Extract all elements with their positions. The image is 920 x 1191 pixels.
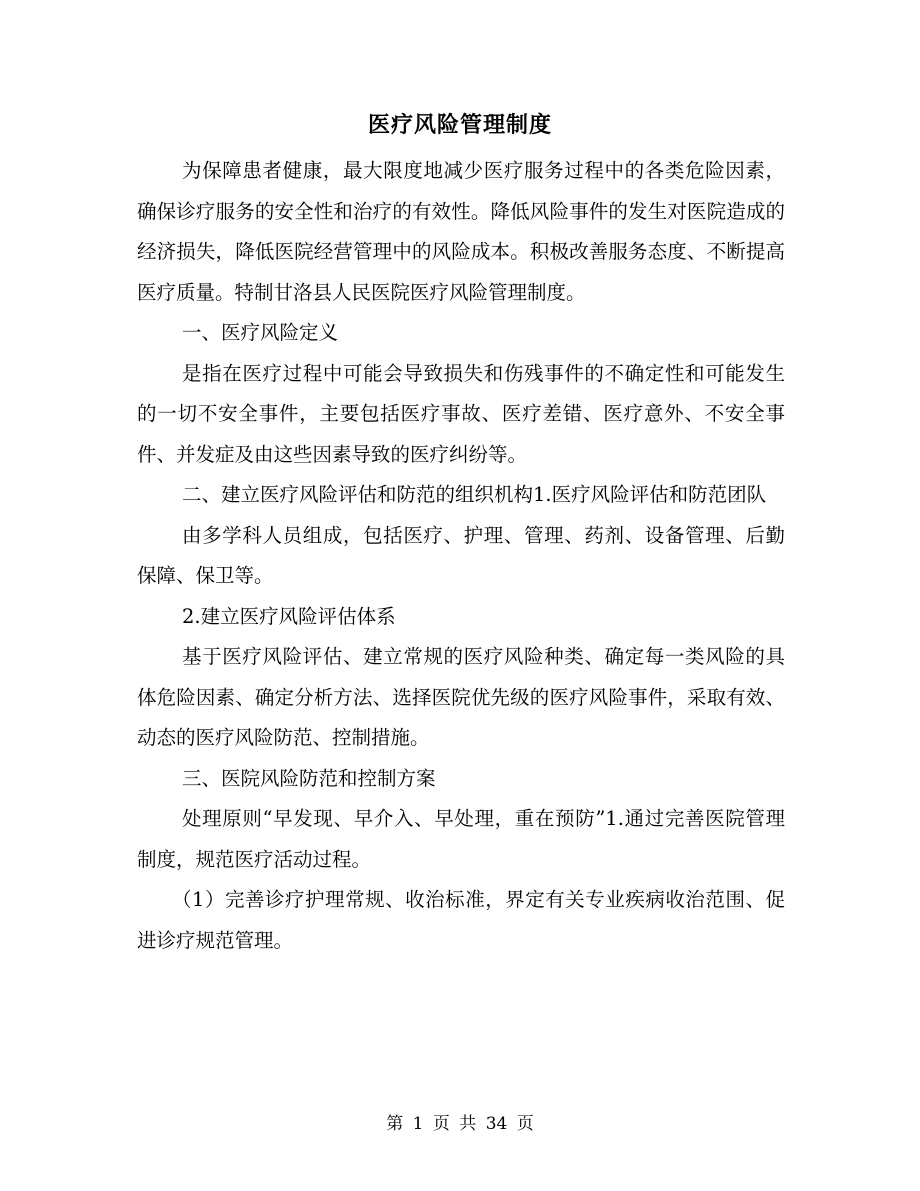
paragraph-intro: 为保障患者健康，最大限度地减少医疗服务过程中的各类危险因素，确保诊疗服务的安全性和治疗的有效性。降低风险事件的发生对医院造成的经济损失，降低医院经营管理中的风险成本。积极改善服务态度、不断提高医疗质量。特制甘洛县人民医院医疗风险管理制度。 (137, 159, 785, 304)
paragraph-assessment: 基于医疗风险评估、建立常规的医疗风险种类、确定每一类风险的具体危险因素、确定分析方法、选择医院优先级的医疗风险事件，采取有效、动态的医疗风险防范、控制措施。 (137, 645, 785, 749)
subheading-assessment-system: 2.建立医疗风险评估体系 (182, 604, 396, 628)
section-heading-organization: 二、建立医疗风险评估和防范的组织机构1.医疗风险评估和防范团队 (182, 483, 767, 506)
paragraph-definition: 是指在医疗过程中可能会导致损失和伤残事件的不确定性和可能发生的一切不安全事件，主要包括医疗事故、医疗差错、医疗意外、不安全事件、并发症及由这些因素导致的医疗纠纷等。 (137, 361, 785, 466)
page-number-footer: 第 1 页 共 34 页 (386, 1114, 534, 1134)
document-title: 医疗风险管理制度 (367, 112, 552, 138)
section-heading-prevention: 三、医院风险防范和控制方案 (182, 766, 436, 790)
paragraph-team: 由多学科人员组成，包括医疗、护理、管理、药剂、设备管理、后勤保障、保卫等。 (137, 523, 785, 587)
paragraph-principle: 处理原则“早发现、早介入、早处理，重在预防”1.通过完善医院管理制度，规范医疗活动过程。 (137, 807, 785, 871)
paragraph-item-1: （1）完善诊疗护理常规、收治标准，界定有关专业疾病收治范围、促进诊疗规范管理。 (137, 888, 785, 952)
section-heading-definition: 一、医疗风险定义 (182, 321, 339, 344)
document-body (137, 151, 785, 961)
